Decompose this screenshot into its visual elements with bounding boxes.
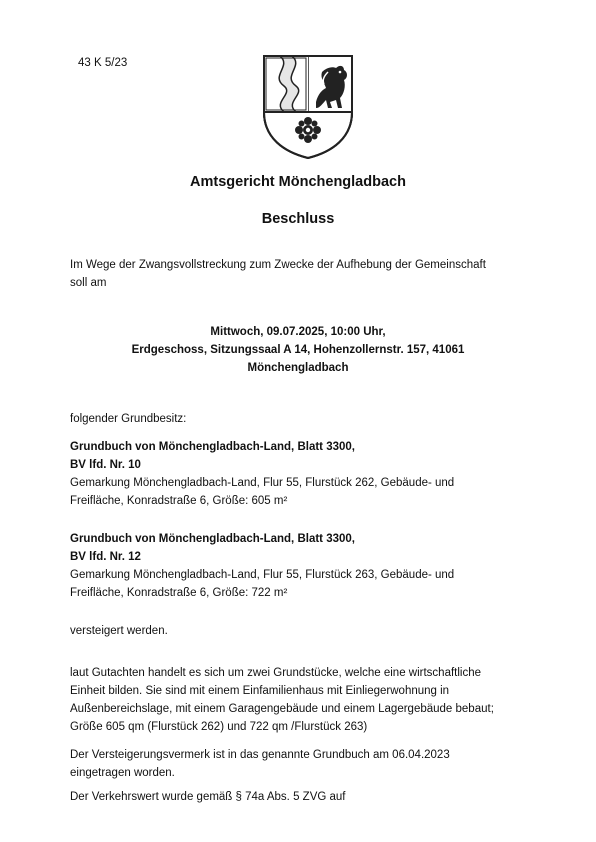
court-name: Amtsgericht Mönchengladbach: [190, 174, 406, 190]
nrw-coat-of-arms-icon: [258, 50, 358, 160]
parcel-description: Freifläche, Konradstraße 6, Größe: 605 m²: [70, 495, 288, 507]
appraisal-line: laut Gutachten handelt es sich um zwei Grundstücke, welche eine wirtschaftliche: [70, 667, 482, 679]
parcel-block: [70, 530, 540, 602]
market-value-text: Der Verkehrswert wurde gemäß § 74a Abs. 5 ZVG auf: [70, 791, 346, 803]
parcel-register: Grundbuch von Mönchengladbach-Land, Blatt 3300,: [70, 441, 355, 453]
intro-paragraph: [70, 256, 530, 292]
hearing-location: Mönchengladbach: [247, 362, 349, 374]
parcel-block: [70, 438, 540, 510]
registration-line: eingetragen worden.: [70, 767, 175, 779]
hearing-location: Erdgeschoss, Sitzungssaal A 14, Hohenzollernstr. 157, 41061: [131, 344, 465, 356]
appraisal-line: Größe 605 qm (Flurstück 262) und 722 qm /Flurstück 263): [70, 721, 368, 733]
registration-note: [70, 746, 450, 782]
document-title: Beschluss: [261, 211, 335, 227]
parcel-entry: BV lfd. Nr. 10: [70, 459, 141, 471]
intro-line: Im Wege der Zwangsvollstreckung zum Zwecke der Aufhebung der Gemeinschaft: [70, 259, 486, 271]
appraisal-line: Außenbereichslage, mit einem Garagengebäude und einem Lagergebäude bebaut;: [70, 703, 494, 715]
appraisal-note: [70, 664, 540, 736]
parcel-register: Grundbuch von Mönchengladbach-Land, Blatt 3300,: [70, 533, 355, 545]
registration-line: Der Versteigerungsvermerk ist in das genannte Grundbuch am 06.04.2023: [70, 749, 450, 761]
hearing-date-time: Mittwoch, 09.07.2025, 10:00 Uhr,: [210, 326, 386, 338]
hearing-block: [0, 323, 596, 377]
auction-text: versteigert werden.: [70, 625, 168, 637]
parcel-description: Gemarkung Mönchengladbach-Land, Flur 55, Flurstück 263, Gebäude- und: [70, 569, 455, 581]
property-lead: folgender Grundbesitz:: [70, 413, 187, 425]
parcel-description: Gemarkung Mönchengladbach-Land, Flur 55, Flurstück 262, Gebäude- und: [70, 477, 455, 489]
intro-line: soll am: [70, 277, 107, 289]
appraisal-line: Einheit bilden. Sie sind mit einem Einfamilienhaus mit Einliegerwohnung in: [70, 685, 450, 697]
case-number: 43 K 5/23: [78, 57, 128, 69]
parcel-entry: BV lfd. Nr. 12: [70, 551, 141, 563]
parcel-description: Freifläche, Konradstraße 6, Größe: 722 m²: [70, 587, 288, 599]
